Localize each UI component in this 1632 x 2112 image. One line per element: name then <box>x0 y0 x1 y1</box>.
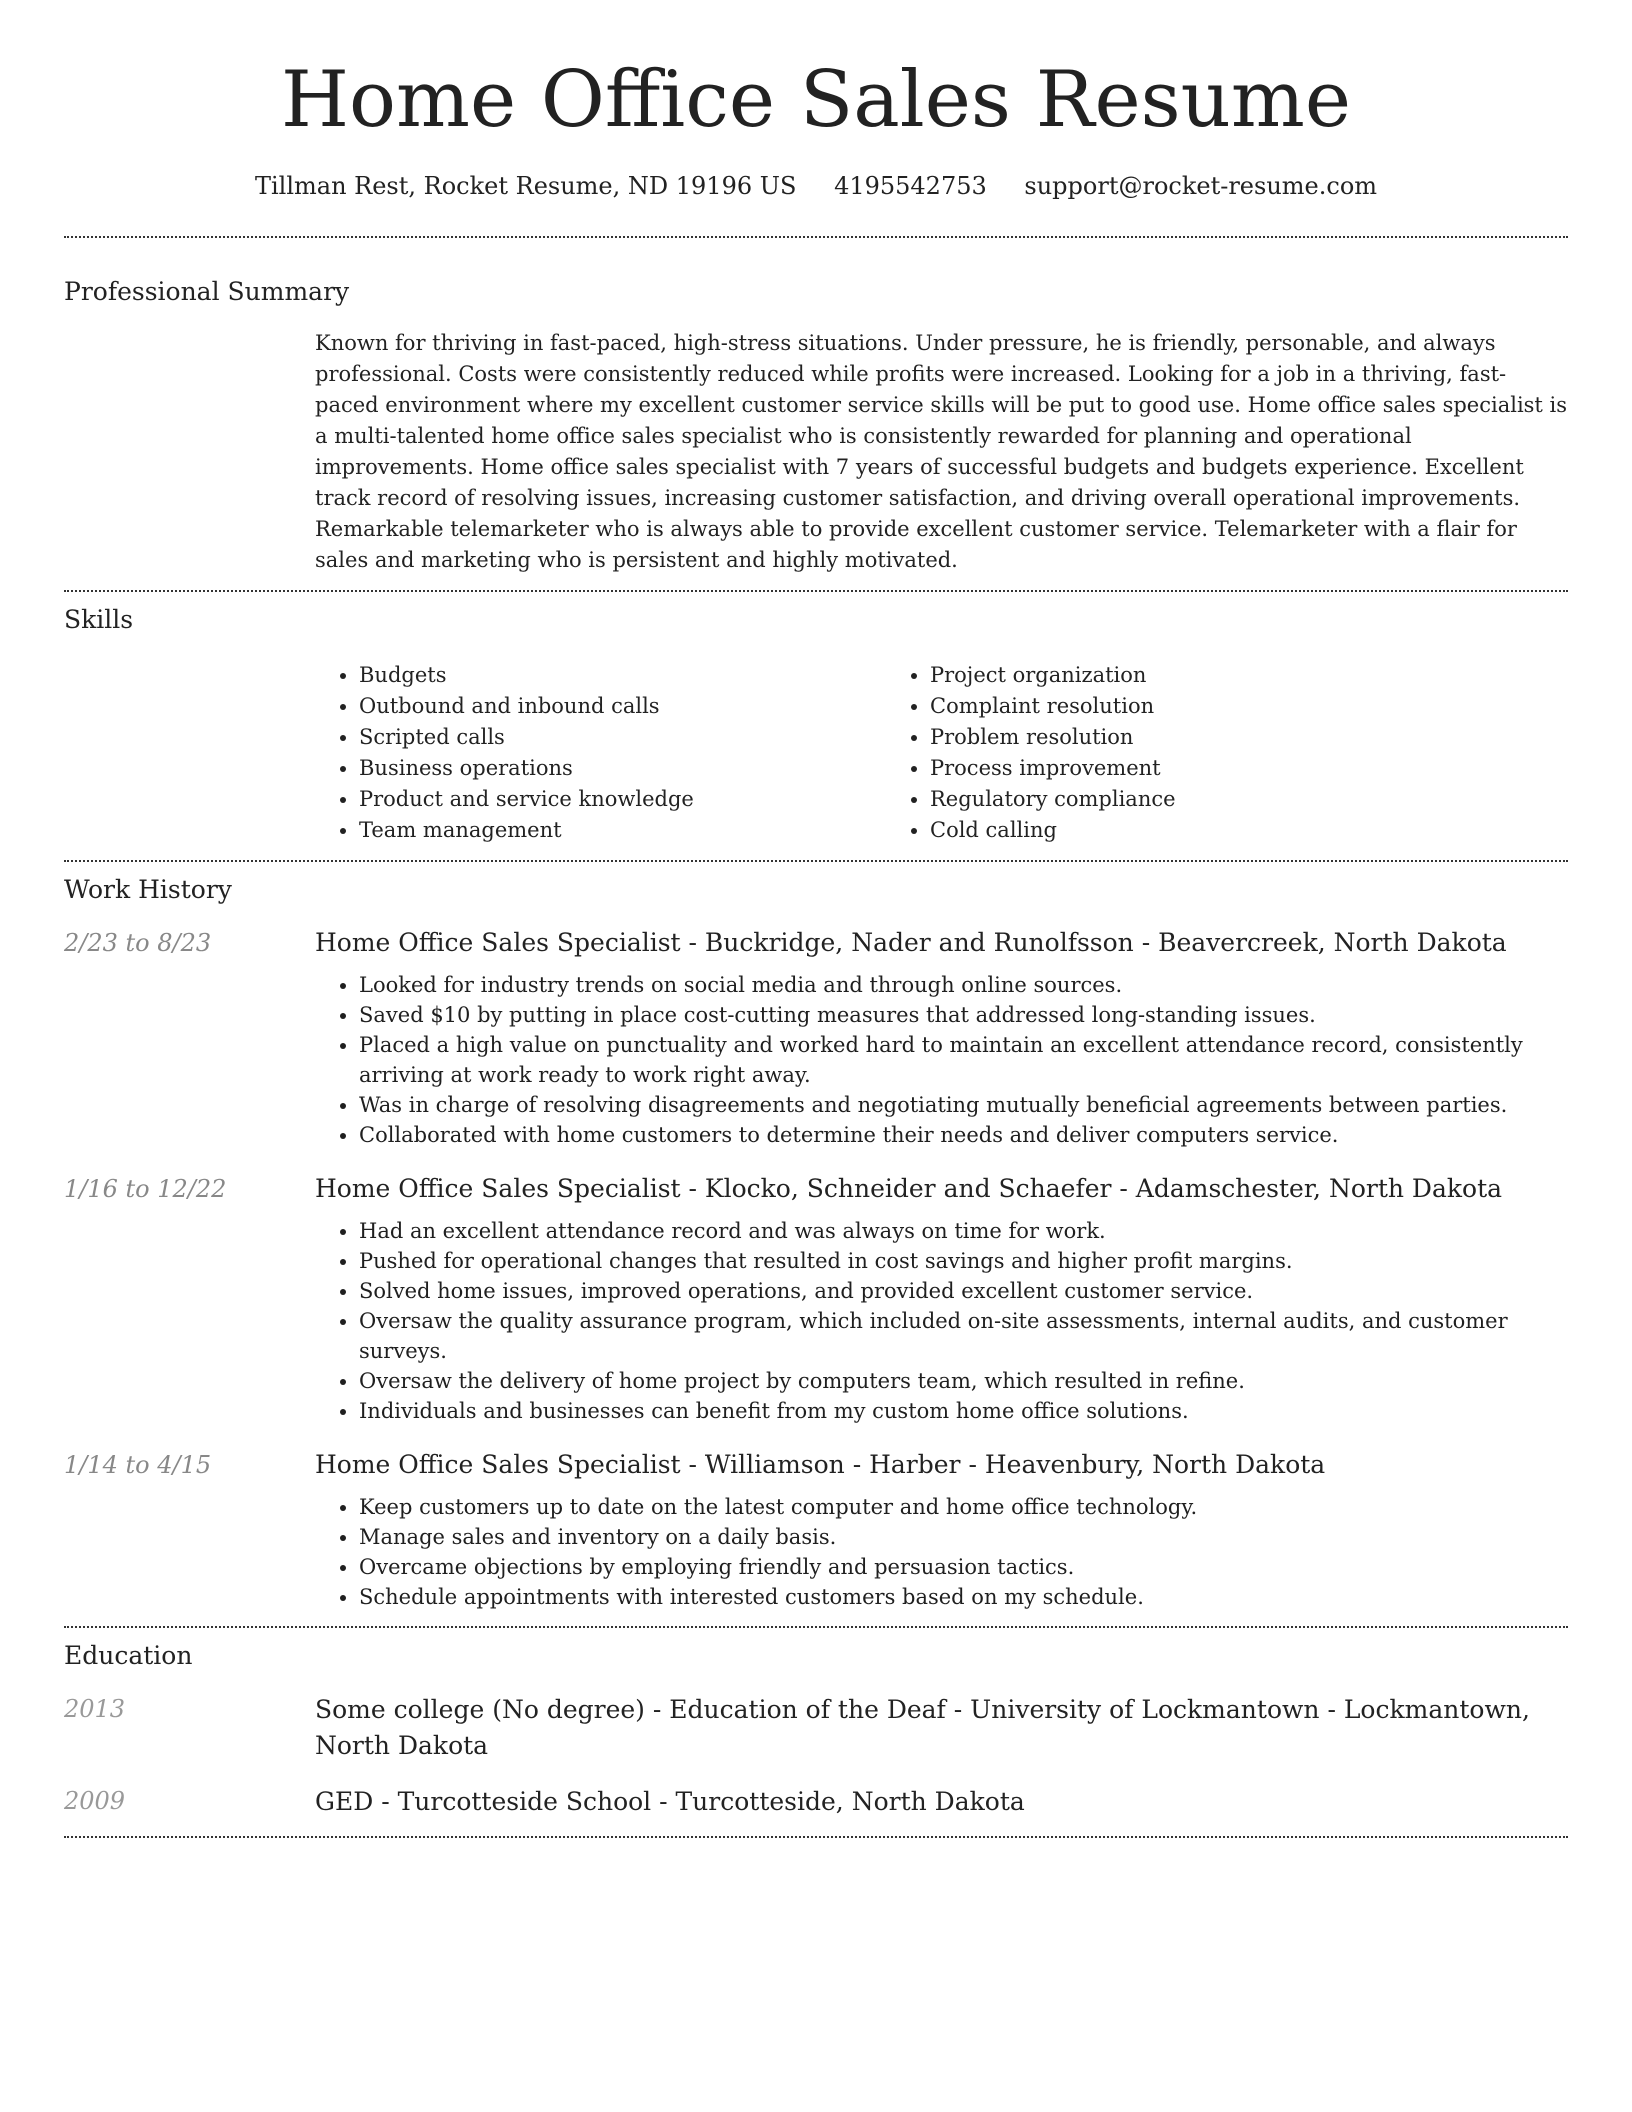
job-content <box>315 1448 1568 1612</box>
contact-address: Tillman Rest, Rocket Resume, ND 19196 US <box>254 172 797 200</box>
skills-column-left <box>315 660 886 846</box>
job-entry <box>64 1172 1568 1426</box>
job-entry <box>64 926 1568 1150</box>
job-heading: Home Office Sales Specialist - Klocko, Schneider and Schaefer - Adamschester, North Dakota <box>315 1174 1503 1203</box>
skill-item: • Team management <box>359 815 886 846</box>
job-bullet: • Manage sales and inventory on a daily basis. <box>359 1522 1568 1552</box>
education-entry <box>64 1784 1568 1820</box>
skill-item: • Scripted calls <box>359 722 886 753</box>
education-section <box>64 1640 1568 1820</box>
skill-item: • Outbound and inbound calls <box>359 691 886 722</box>
job-bullet: • Oversaw the delivery of home project by computers team, which resulted in refine. <box>359 1366 1568 1396</box>
work-section <box>64 874 1568 1612</box>
contact-email: support@rocket-resume.com <box>1024 172 1378 200</box>
job-bullet: • Overcame objections by employing friendly and persuasion tactics. <box>359 1552 1568 1582</box>
job-heading: Home Office Sales Specialist - Buckridge, Nader and Runolfsson - Beavercreek, North Dakota <box>315 928 1507 957</box>
job-bullet: • Schedule appointments with interested customers based on my schedule. <box>359 1582 1568 1612</box>
skills-list <box>315 660 1568 846</box>
job-bullet: • Pushed for operational changes that resulted in cost savings and higher profit margins. <box>359 1246 1568 1276</box>
job-bullets <box>315 1216 1568 1426</box>
skill-item: • Process improvement <box>930 753 1457 784</box>
skills-section <box>64 604 1568 846</box>
skill-item: • Product and service knowledge <box>359 784 886 815</box>
section-title-education: Education <box>64 1641 193 1670</box>
education-list <box>64 1692 1568 1820</box>
job-entry <box>64 1448 1568 1612</box>
job-bullet: • Solved home issues, improved operations, and provided excellent customer service. <box>359 1276 1568 1306</box>
summary-body <box>315 328 1568 576</box>
job-dates: 2/23 to 8/23 <box>64 929 212 957</box>
job-content <box>315 926 1568 1150</box>
job-content <box>315 1172 1568 1426</box>
skill-item: • Regulatory compliance <box>930 784 1457 815</box>
skill-item: • Cold calling <box>930 815 1457 846</box>
divider <box>64 1626 1568 1628</box>
job-bullet: • Placed a high value on punctuality and worked hard to maintain an excellent attendance record, consistently arriving at work ready to work right away. <box>359 1030 1568 1090</box>
summary-section <box>64 276 1568 576</box>
education-year: 2009 <box>64 1787 126 1815</box>
summary-text: Known for thriving in fast-paced, high-stress situations. Under pressure, he is friendly, personable, and always professional. Costs were consistently reduced while profits were increased. Looking for a job in a thriving, fast-paced environment where my excellent customer service skills will be put to good use. Home office sales specialist is a multi-talented home office sales specialist who is consistently rewarded for planning and operational improvements. Home office sales specialist with 7 years of successful budgets and budgets experience. Excellent track record of resolving issues, increasing customer satisfaction, and driving overall operational improvements. Remarkable telemarketer who is always able to provide excellent customer service. Telemarketer with a flair for sales and marketing who is persistent and highly motivated. <box>315 331 1568 572</box>
skills-column-right <box>886 660 1457 846</box>
job-bullets <box>315 1492 1568 1612</box>
divider <box>64 860 1568 862</box>
education-heading: GED - Turcotteside School - Turcotteside, North Dakota <box>315 1787 1025 1816</box>
section-title-summary: Professional Summary <box>64 277 350 306</box>
skill-item: • Business operations <box>359 753 886 784</box>
job-bullet: • Oversaw the quality assurance program, which included on-site assessments, internal audits, and customer surveys. <box>359 1306 1568 1366</box>
job-bullet: • Keep customers up to date on the latest computer and home office technology. <box>359 1492 1568 1522</box>
job-bullet: • Looked for industry trends on social media and through online sources. <box>359 970 1568 1000</box>
job-heading: Home Office Sales Specialist - Williamson - Harber - Heavenbury, North Dakota <box>315 1450 1326 1479</box>
skill-item: • Problem resolution <box>930 722 1457 753</box>
contact-phone: 4195542753 <box>834 172 987 200</box>
education-heading: Some college (No degree) - Education of the Deaf - University of Lockmantown - Lockmantown, North Dakota <box>315 1695 1530 1760</box>
jobs-list <box>64 926 1568 1612</box>
job-dates: 1/14 to 4/15 <box>64 1451 212 1479</box>
job-bullets <box>315 970 1568 1150</box>
divider <box>64 236 1568 238</box>
contact-line <box>64 148 1568 202</box>
skill-item: • Complaint resolution <box>930 691 1457 722</box>
section-title-work: Work History <box>64 875 232 904</box>
job-bullet: • Saved $10 by putting in place cost-cutting measures that addressed long-standing issues. <box>359 1000 1568 1030</box>
education-entry <box>64 1692 1568 1764</box>
skill-item: • Project organization <box>930 660 1457 691</box>
divider <box>64 1836 1568 1838</box>
resume-title: Home Office Sales Resume <box>281 55 1351 145</box>
skill-item: • Budgets <box>359 660 886 691</box>
job-bullet: • Collaborated with home customers to determine their needs and deliver computers service. <box>359 1120 1568 1150</box>
job-bullet: • Individuals and businesses can benefit from my custom home office solutions. <box>359 1396 1568 1426</box>
job-bullet: • Was in charge of resolving disagreements and negotiating mutually beneficial agreements between parties. <box>359 1090 1568 1120</box>
education-year: 2013 <box>64 1695 126 1723</box>
job-dates: 1/16 to 12/22 <box>64 1175 227 1203</box>
divider <box>64 590 1568 592</box>
section-title-skills: Skills <box>64 605 134 634</box>
job-bullet: • Had an excellent attendance record and was always on time for work. <box>359 1216 1568 1246</box>
